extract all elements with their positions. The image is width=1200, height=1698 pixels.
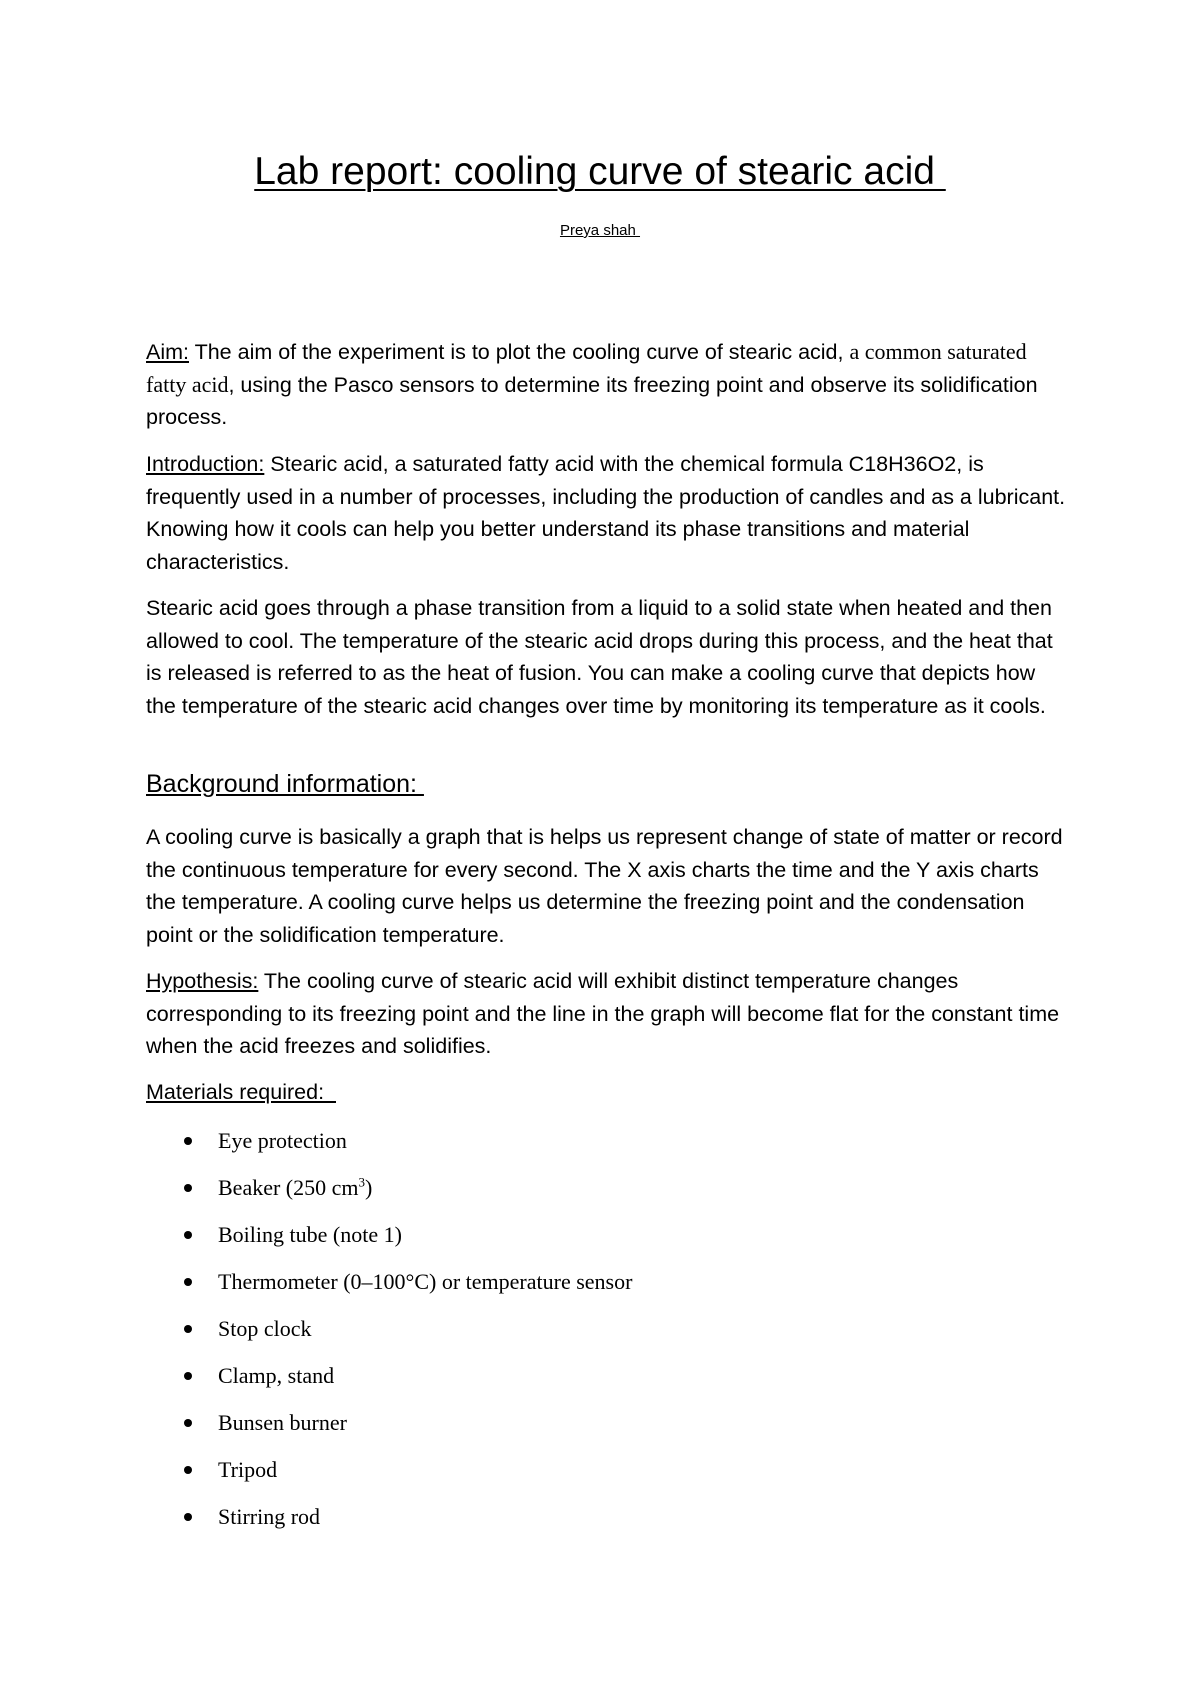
hypothesis-paragraph	[146, 965, 1066, 1063]
bullet-icon	[184, 1466, 192, 1474]
bullet-icon	[184, 1231, 192, 1239]
aim-label: Aim:	[146, 340, 189, 364]
introduction-label: Introduction:	[146, 452, 265, 476]
aim-text-3: , using the Pasco sensors to determine its freezing point and observe its solidification process.	[146, 372, 1038, 429]
background-paragraph: A cooling curve is basically a graph that is helps us represent change of state of matter or record the continuous temperature for every second. The X axis charts the time and the Y axis charts the temperature. A cooling curve helps us determine the freezing point and the condensation point or the solidification temperature.	[146, 825, 1063, 947]
introduction-paragraph	[146, 448, 1066, 578]
hypothesis-label: Hypothesis:	[146, 969, 259, 993]
author-name: Preya shah	[559, 222, 641, 239]
background-heading: Background information:	[146, 770, 424, 798]
aim-text-1: The aim of the experiment is to plot the cooling curve of stearic acid,	[189, 340, 850, 364]
introduction-text: Stearic acid, a saturated fatty acid with the chemical formula C18H36O2, is frequently used in a number of processes, including the production of candles and as a lubricant. Knowing how it cools can help you better understand its phase transitions and material characteristics.	[146, 452, 1066, 574]
aim-paragraph	[146, 336, 1066, 434]
document-page: Lab report: cooling curve of stearic acid Preya shah Aim: The aim of the experiment is to plot the cooling curve of stearic acid, a common saturated fatty acid, using the Pasco sensors to determine its freezing point and observe its solidification process. Introduction: Stearic acid, a saturated fatty acid with the chemical formula C18H36O2, is frequently used in a number of processes, including the production of candles and as a lubricant. Knowing how it cools can help you better understand its phase transitions and material characteristics. Stearic acid goes through a phase transition from a liquid to a solid state when heated and then allowed to cool. The temperature of the stearic acid drops during this process, and the heat that is released is referred to as the heat of fusion. You can make a cooling curve that depicts how the temperature of the stearic acid changes over time by monitoring its temperature as it cools. Background information: A cooling curve is basically a graph that is helps us represent change of state of matter or record the continuous temperature for every second. The X axis charts the time and the Y axis charts the temperature. A cooling curve helps us determine the freezing point and the condensation point or the solidification temperature. Hypothesis: The cooling curve of stearic acid will exhibit distinct temperature changes corresponding to its freezing point and the line in the graph will become flat for the constant time when the acid freezes and solidifies. Materials required: Eye protection Beaker (250 $cm^3$) Boiling tube (note 1) Thermometer (0–100°C) or temperature sensor Stop clock Clamp, stand Bunsen burner Tripod Stirring rod	[0, 0, 1200, 1698]
bullet-icon	[184, 1372, 192, 1380]
stearic-paragraph: Stearic acid goes through a phase transition from a liquid to a solid state when heated and then allowed to cool. The temperature of the stearic acid drops during this process, and the heat that is released is referred to as the heat of fusion. You can make a cooling curve that depicts how the temperature of the stearic acid changes over time by monitoring its temperature as it cools.	[146, 596, 1053, 718]
aim-text-2: a common saturated fatty acid	[146, 339, 1027, 397]
superscript: 3	[358, 1174, 365, 1190]
bullet-icon	[184, 1278, 192, 1286]
page-title: Lab report: cooling curve of stearic acid	[254, 150, 946, 193]
bullet-icon	[184, 1184, 192, 1192]
materials-heading: Materials required:	[146, 1080, 336, 1104]
bullet-icon	[184, 1325, 192, 1333]
bullet-icon	[184, 1137, 192, 1145]
bullet-icon	[184, 1419, 192, 1427]
bullet-icon	[184, 1513, 192, 1521]
hypothesis-text: The cooling curve of stearic acid will exhibit distinct temperature changes corresponding to its freezing point and the line in the graph will become flat for the constant time when the acid freezes and solidifies.	[146, 969, 1060, 1058]
